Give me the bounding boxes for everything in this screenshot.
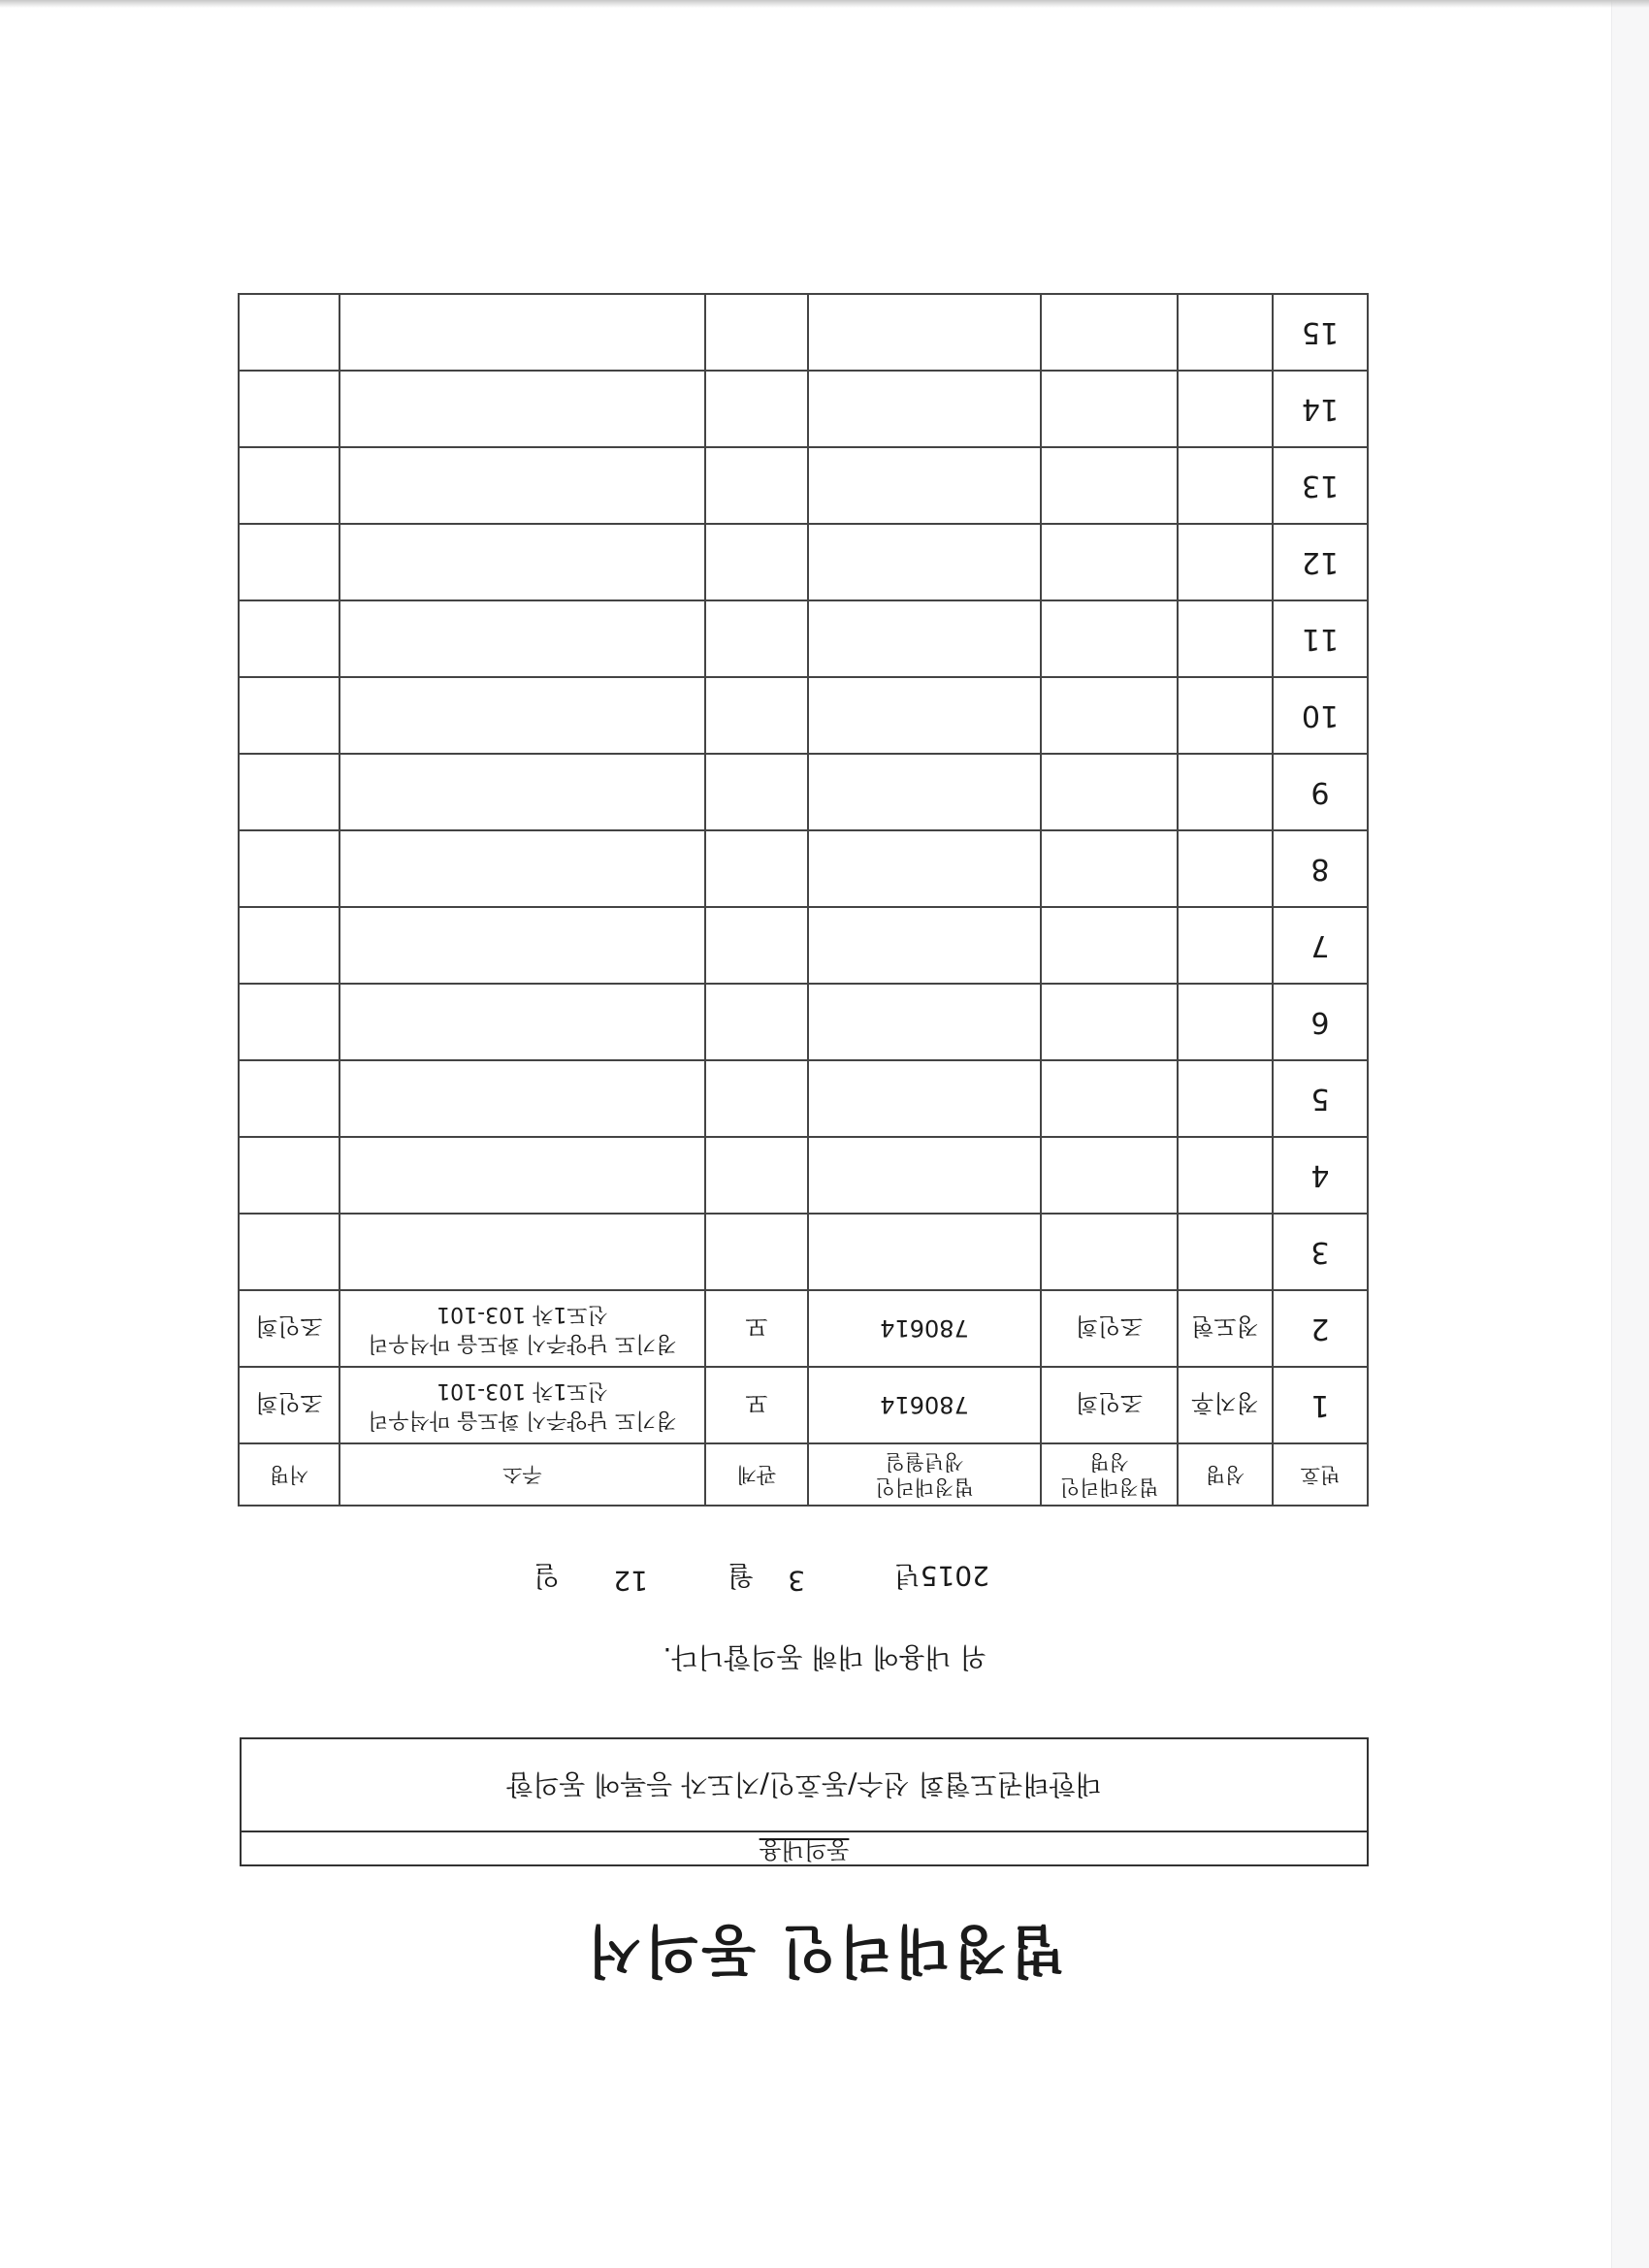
consent-header-label: 동의내용 bbox=[759, 1836, 850, 1863]
row-signature bbox=[239, 600, 340, 677]
row-guardian-birthdate bbox=[808, 294, 1041, 371]
date-month-unit: 월 bbox=[727, 1560, 754, 1592]
row-name bbox=[1178, 1137, 1273, 1214]
row-number: 2 bbox=[1273, 1290, 1368, 1367]
row-signature bbox=[239, 1060, 340, 1137]
row-address bbox=[340, 1214, 705, 1290]
row-relation bbox=[705, 1214, 808, 1290]
row-guardian-name bbox=[1041, 984, 1178, 1060]
row-address bbox=[340, 984, 705, 1060]
row-relation: 모 bbox=[705, 1290, 808, 1367]
table-row bbox=[239, 600, 1368, 677]
row-guardian-birthdate bbox=[808, 447, 1041, 524]
row-guardian-birthdate: 780614 bbox=[808, 1290, 1041, 1367]
page-title: 법정대리인 동의서 bbox=[584, 1918, 1065, 1984]
row-relation bbox=[705, 524, 808, 600]
header-signature: 서명 bbox=[239, 1443, 340, 1506]
row-number: 3 bbox=[1273, 1214, 1368, 1290]
row-signature bbox=[239, 447, 340, 524]
row-signature bbox=[239, 830, 340, 907]
row-address bbox=[340, 524, 705, 600]
row-relation bbox=[705, 447, 808, 524]
row-name bbox=[1178, 371, 1273, 447]
row-guardian-name: 조인희 bbox=[1041, 1290, 1178, 1367]
header-address: 주소 bbox=[340, 1443, 705, 1506]
row-address bbox=[340, 1060, 705, 1137]
row-signature bbox=[239, 1137, 340, 1214]
row-signature bbox=[239, 677, 340, 754]
row-guardian-birthdate bbox=[808, 754, 1041, 830]
row-guardian-name bbox=[1041, 371, 1178, 447]
consent-body: 대한태권도협회 선수/동호인/지도자 등록에 동의함 bbox=[506, 1768, 1102, 1800]
row-relation bbox=[705, 984, 808, 1060]
row-address bbox=[340, 754, 705, 830]
header-relation: 관계 bbox=[705, 1443, 808, 1506]
row-number: 1 bbox=[1273, 1367, 1368, 1443]
row-guardian-name bbox=[1041, 1214, 1178, 1290]
date-day-unit: 일 bbox=[533, 1560, 560, 1592]
row-guardian-birthdate bbox=[808, 677, 1041, 754]
row-number: 4 bbox=[1273, 1137, 1368, 1214]
row-relation bbox=[705, 1060, 808, 1137]
row-name bbox=[1178, 524, 1273, 600]
row-address bbox=[340, 830, 705, 907]
row-signature: 조인희 bbox=[239, 1290, 340, 1367]
date-line bbox=[407, 1558, 989, 1597]
table-header-row bbox=[239, 1443, 1368, 1506]
table-row bbox=[239, 907, 1368, 984]
row-address bbox=[340, 907, 705, 984]
row-number: 14 bbox=[1273, 371, 1368, 447]
row-guardian-name bbox=[1041, 600, 1178, 677]
table-row bbox=[239, 1367, 1368, 1443]
row-number: 11 bbox=[1273, 600, 1368, 677]
table-row bbox=[239, 371, 1368, 447]
table-row bbox=[239, 754, 1368, 830]
row-name bbox=[1178, 600, 1273, 677]
row-number: 13 bbox=[1273, 447, 1368, 524]
row-number: 10 bbox=[1273, 677, 1368, 754]
row-guardian-birthdate: 780614 bbox=[808, 1367, 1041, 1443]
row-address bbox=[340, 1137, 705, 1214]
row-name bbox=[1178, 984, 1273, 1060]
table-row bbox=[239, 830, 1368, 907]
row-name: 정도현 bbox=[1178, 1290, 1273, 1367]
row-number: 6 bbox=[1273, 984, 1368, 1060]
row-relation: 모 bbox=[705, 1367, 808, 1443]
address-line-1: 경기도 남양주시 화도읍 마석우리 bbox=[368, 1331, 677, 1356]
row-signature bbox=[239, 907, 340, 984]
row-guardian-birthdate bbox=[808, 1214, 1041, 1290]
address-line-1: 경기도 남양주시 화도읍 마석우리 bbox=[368, 1408, 677, 1433]
row-signature bbox=[239, 371, 340, 447]
row-number: 9 bbox=[1273, 754, 1368, 830]
row-guardian-birthdate bbox=[808, 984, 1041, 1060]
row-name: 정지후 bbox=[1178, 1367, 1273, 1443]
row-name bbox=[1178, 294, 1273, 371]
row-guardian-name bbox=[1041, 524, 1178, 600]
row-address bbox=[340, 447, 705, 524]
table-row bbox=[239, 1137, 1368, 1214]
row-relation bbox=[705, 830, 808, 907]
date-day: 12 bbox=[613, 1565, 648, 1597]
row-signature bbox=[239, 984, 340, 1060]
row-guardian-name bbox=[1041, 677, 1178, 754]
row-name bbox=[1178, 830, 1273, 907]
row-name bbox=[1178, 907, 1273, 984]
row-signature bbox=[239, 524, 340, 600]
table-body bbox=[239, 294, 1368, 1443]
row-signature bbox=[239, 754, 340, 830]
header-guardian-name: 법정대리인 성명 bbox=[1041, 1443, 1178, 1506]
row-address bbox=[340, 600, 705, 677]
address-line-2: 신도1차 103-101 bbox=[436, 1378, 608, 1404]
row-guardian-name bbox=[1041, 294, 1178, 371]
row-guardian-name bbox=[1041, 447, 1178, 524]
consent-header bbox=[242, 1831, 1367, 1864]
row-address bbox=[340, 371, 705, 447]
row-signature: 조인희 bbox=[239, 1367, 340, 1443]
row-address bbox=[340, 1290, 705, 1367]
row-guardian-birthdate bbox=[808, 371, 1041, 447]
row-guardian-birthdate bbox=[808, 1060, 1041, 1137]
scan-edge-shadow bbox=[0, 0, 1649, 8]
row-number: 8 bbox=[1273, 830, 1368, 907]
row-relation bbox=[705, 677, 808, 754]
table-row bbox=[239, 677, 1368, 754]
row-relation bbox=[705, 1137, 808, 1214]
table-row bbox=[239, 524, 1368, 600]
row-relation bbox=[705, 371, 808, 447]
row-guardian-name: 조인희 bbox=[1041, 1367, 1178, 1443]
header-guardian-birthdate: 법정대리인 생년월일 bbox=[808, 1443, 1041, 1506]
row-number: 15 bbox=[1273, 294, 1368, 371]
date-month: 3 bbox=[788, 1565, 805, 1597]
row-address bbox=[340, 1367, 705, 1443]
row-relation bbox=[705, 754, 808, 830]
row-relation bbox=[705, 907, 808, 984]
row-guardian-name bbox=[1041, 754, 1178, 830]
row-guardian-birthdate bbox=[808, 1137, 1041, 1214]
table-row bbox=[239, 294, 1368, 371]
table-row bbox=[239, 1060, 1368, 1137]
row-number: 7 bbox=[1273, 907, 1368, 984]
address-line-2: 신도1차 103-101 bbox=[436, 1302, 608, 1327]
row-guardian-birthdate bbox=[808, 600, 1041, 677]
row-address bbox=[340, 294, 705, 371]
row-relation bbox=[705, 294, 808, 371]
row-name bbox=[1178, 447, 1273, 524]
row-address bbox=[340, 677, 705, 754]
row-number: 12 bbox=[1273, 524, 1368, 600]
row-guardian-name bbox=[1041, 1060, 1178, 1137]
date-year: 2015년 bbox=[893, 1560, 989, 1592]
row-signature bbox=[239, 1214, 340, 1290]
row-name bbox=[1178, 1214, 1273, 1290]
row-guardian-birthdate bbox=[808, 524, 1041, 600]
agreement-statement: 위 내용에 대해 동의합니다. bbox=[663, 1641, 986, 1673]
row-guardian-name bbox=[1041, 830, 1178, 907]
table-row bbox=[239, 447, 1368, 524]
row-guardian-birthdate bbox=[808, 907, 1041, 984]
row-guardian-name bbox=[1041, 907, 1178, 984]
table-row bbox=[239, 1290, 1368, 1367]
row-name bbox=[1178, 677, 1273, 754]
table-row bbox=[239, 1214, 1368, 1290]
guardian-table bbox=[238, 293, 1369, 1507]
row-name bbox=[1178, 754, 1273, 830]
row-guardian-birthdate bbox=[808, 830, 1041, 907]
row-relation bbox=[705, 600, 808, 677]
row-signature bbox=[239, 294, 340, 371]
row-guardian-name bbox=[1041, 1137, 1178, 1214]
consent-box bbox=[240, 1737, 1369, 1866]
header-name: 성명 bbox=[1178, 1443, 1273, 1506]
table-row bbox=[239, 984, 1368, 1060]
header-number: 번호 bbox=[1273, 1443, 1368, 1506]
row-number: 5 bbox=[1273, 1060, 1368, 1137]
row-name bbox=[1178, 1060, 1273, 1137]
